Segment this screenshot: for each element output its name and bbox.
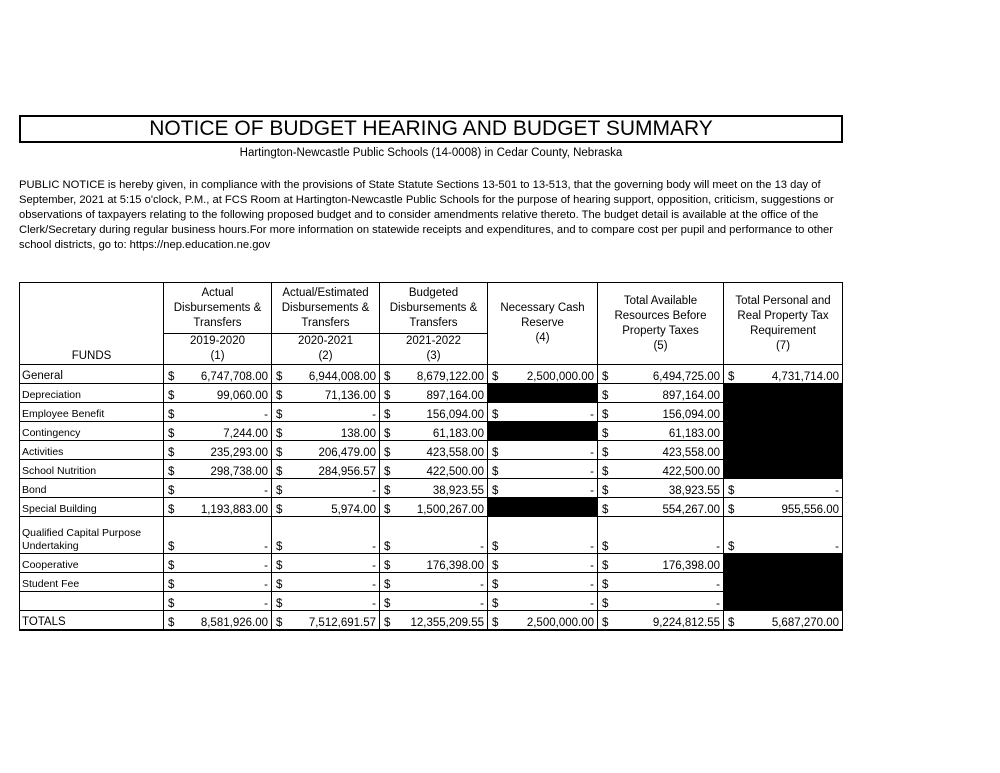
amount-cell <box>164 479 272 498</box>
amount-cell <box>272 573 380 592</box>
currency-sign: $ <box>602 617 609 629</box>
amount-cell <box>380 441 488 460</box>
currency-sign: $ <box>276 428 283 440</box>
currency-sign: $ <box>492 447 499 459</box>
amount-value: - <box>372 485 376 497</box>
col3-header: Budgeted Disbursements & Transfers <box>380 283 488 334</box>
currency-sign: $ <box>492 409 499 421</box>
amount-value: 176,398.00 <box>426 560 484 572</box>
public-notice-text: PUBLIC NOTICE is hereby given, in compliance with the provisions of State Statute Sections 13-501 to 13-513, that the governing body will meet on the 13 day of September, 2021 at 5:15 o'clock, P.M., at FCS Room at Hartington-Newcastle Public Schools for the purpose of hearing support, opposition, criticism, suggestions or observations of taxpayers relating to the following proposed budget and to consider amendments relative thereto. The budget detail is available at the office of the Clerk/Secretary during regular business hours.For more information on statewide receipts and expenditures, and to compare cost per pupil and performance to other school districts, go to: https://nep.education.ne.gov <box>19 179 834 251</box>
amount-value: 6,494,725.00 <box>652 371 720 383</box>
amount-cell <box>380 611 488 631</box>
currency-sign: $ <box>168 466 175 478</box>
currency-sign: $ <box>168 598 175 610</box>
amount-value: 1,193,883.00 <box>200 504 268 516</box>
amount-value: - <box>372 579 376 591</box>
amount-value: 955,556.00 <box>781 504 839 516</box>
currency-sign: $ <box>492 541 499 553</box>
amount-value: 61,183.00 <box>432 428 484 440</box>
amount-cell <box>380 554 488 573</box>
amount-value: 897,164.00 <box>662 390 720 402</box>
amount-value: - <box>716 579 720 591</box>
amount-cell <box>488 460 598 479</box>
amount-cell <box>164 460 272 479</box>
amount-value: - <box>716 541 720 553</box>
funds-header: FUNDS <box>71 350 112 362</box>
currency-sign: $ <box>384 447 391 459</box>
currency-sign: $ <box>276 466 283 478</box>
amount-cell <box>598 422 724 441</box>
amount-cell <box>272 611 380 631</box>
amount-cell <box>272 384 380 403</box>
currency-sign: $ <box>492 579 499 591</box>
amount-cell <box>598 403 724 422</box>
amount-cell <box>598 498 724 517</box>
amount-value: 8,679,122.00 <box>416 371 484 383</box>
amount-cell <box>164 403 272 422</box>
amount-value: - <box>590 541 594 553</box>
currency-sign: $ <box>492 371 499 383</box>
amount-cell <box>598 479 724 498</box>
amount-cell <box>272 422 380 441</box>
amount-value: - <box>835 485 839 497</box>
amount-value: 99,060.00 <box>216 390 268 402</box>
currency-sign: $ <box>384 579 391 591</box>
amount-value: - <box>372 541 376 553</box>
amount-cell <box>164 554 272 573</box>
fund-name: Bond <box>20 479 164 498</box>
col1-header: Actual Disbursements & Transfers <box>164 283 272 334</box>
amount-cell <box>488 554 598 573</box>
amount-value: 156,094.00 <box>426 409 484 421</box>
table-row <box>20 479 843 498</box>
currency-sign: $ <box>602 428 609 440</box>
amount-cell <box>724 365 843 384</box>
table-row <box>20 384 843 403</box>
amount-cell <box>488 365 598 384</box>
currency-sign: $ <box>384 371 391 383</box>
amount-value: - <box>590 560 594 572</box>
amount-value: - <box>372 409 376 421</box>
amount-cell <box>272 517 380 554</box>
currency-sign: $ <box>168 504 175 516</box>
blacked-out-cell <box>724 403 843 422</box>
fund-name: Activities <box>20 441 164 460</box>
amount-value: 423,558.00 <box>426 447 484 459</box>
amount-value: 422,500.00 <box>662 466 720 478</box>
currency-sign: $ <box>168 579 175 591</box>
amount-cell <box>380 384 488 403</box>
amount-cell <box>380 517 488 554</box>
col3-year: 2021-2022 (3) <box>380 334 488 365</box>
amount-cell <box>488 479 598 498</box>
fund-name: Student Fee <box>20 573 164 592</box>
fund-name: Employee Benefit <box>20 403 164 422</box>
currency-sign: $ <box>602 447 609 459</box>
currency-sign: $ <box>602 409 609 421</box>
amount-cell <box>164 592 272 611</box>
amount-cell <box>164 611 272 631</box>
amount-value: - <box>480 598 484 610</box>
amount-value: 38,923.55 <box>432 485 484 497</box>
currency-sign: $ <box>168 390 175 402</box>
table-row <box>20 403 843 422</box>
currency-sign: $ <box>276 447 283 459</box>
amount-cell <box>598 573 724 592</box>
amount-value: - <box>716 598 720 610</box>
currency-sign: $ <box>168 428 175 440</box>
amount-cell <box>724 517 843 554</box>
amount-cell <box>488 573 598 592</box>
currency-sign: $ <box>602 560 609 572</box>
amount-cell <box>380 498 488 517</box>
amount-cell <box>598 460 724 479</box>
currency-sign: $ <box>602 541 609 553</box>
currency-sign: $ <box>384 485 391 497</box>
amount-cell <box>598 365 724 384</box>
amount-cell <box>724 611 843 631</box>
currency-sign: $ <box>168 541 175 553</box>
currency-sign: $ <box>492 560 499 572</box>
currency-sign: $ <box>276 541 283 553</box>
currency-sign: $ <box>384 409 391 421</box>
currency-sign: $ <box>602 485 609 497</box>
currency-sign: $ <box>276 390 283 402</box>
col5-header: Total Available Resources Before Property Taxes (5) <box>598 283 724 365</box>
currency-sign: $ <box>492 485 499 497</box>
currency-sign: $ <box>492 598 499 610</box>
currency-sign: $ <box>276 371 283 383</box>
fund-name: Qualified Capital Purpose Undertaking <box>20 517 164 554</box>
amount-value: - <box>590 466 594 478</box>
amount-cell <box>488 592 598 611</box>
amount-value: 6,944,008.00 <box>308 371 376 383</box>
totals-row <box>20 611 843 631</box>
amount-value: 897,164.00 <box>426 390 484 402</box>
amount-cell <box>380 422 488 441</box>
currency-sign: $ <box>602 598 609 610</box>
blacked-out-cell <box>724 384 843 403</box>
amount-value: 554,267.00 <box>662 504 720 516</box>
amount-value: 298,738.00 <box>210 466 268 478</box>
amount-value: - <box>590 447 594 459</box>
amount-cell <box>164 498 272 517</box>
currency-sign: $ <box>728 371 735 383</box>
budget-summary-table <box>19 282 843 631</box>
amount-value: - <box>835 541 839 553</box>
amount-value: - <box>372 560 376 572</box>
currency-sign: $ <box>602 504 609 516</box>
amount-value: - <box>480 579 484 591</box>
amount-cell <box>380 403 488 422</box>
amount-cell <box>164 441 272 460</box>
amount-value: - <box>264 541 268 553</box>
amount-cell <box>272 479 380 498</box>
district-subtitle: Hartington-Newcastle Public Schools (14-0008) in Cedar County, Nebraska <box>239 147 623 159</box>
page-title: NOTICE OF BUDGET HEARING AND BUDGET SUMMARY <box>19 115 843 143</box>
table-row <box>20 498 843 517</box>
amount-cell <box>724 498 843 517</box>
fund-name: Special Building <box>20 498 164 517</box>
amount-value: - <box>264 579 268 591</box>
blacked-out-cell <box>488 384 598 403</box>
currency-sign: $ <box>384 504 391 516</box>
amount-cell <box>164 422 272 441</box>
amount-cell <box>272 498 380 517</box>
amount-value: 7,512,691.57 <box>308 617 376 629</box>
currency-sign: $ <box>602 579 609 591</box>
currency-sign: $ <box>384 541 391 553</box>
amount-cell <box>598 517 724 554</box>
amount-value: 5,974.00 <box>331 504 376 516</box>
table-row <box>20 573 843 592</box>
amount-value: 4,731,714.00 <box>771 371 839 383</box>
currency-sign: $ <box>276 598 283 610</box>
amount-cell <box>380 460 488 479</box>
amount-value: 61,183.00 <box>668 428 720 440</box>
currency-sign: $ <box>384 598 391 610</box>
table-row <box>20 554 843 573</box>
amount-value: 2,500,000.00 <box>526 617 594 629</box>
currency-sign: $ <box>384 617 391 629</box>
blacked-out-cell <box>488 498 598 517</box>
amount-value: 9,224,812.55 <box>652 617 720 629</box>
blacked-out-cell <box>488 422 598 441</box>
fund-name: School Nutrition <box>20 460 164 479</box>
currency-sign: $ <box>168 447 175 459</box>
blacked-out-cell <box>724 441 843 460</box>
amount-value: 156,094.00 <box>662 409 720 421</box>
amount-value: 2,500,000.00 <box>526 371 594 383</box>
table-row <box>20 365 843 384</box>
amount-value: - <box>590 598 594 610</box>
amount-value: - <box>264 598 268 610</box>
amount-cell <box>598 384 724 403</box>
amount-cell <box>272 441 380 460</box>
amount-cell <box>598 611 724 631</box>
amount-value: 206,479.00 <box>318 447 376 459</box>
amount-value: 235,293.00 <box>210 447 268 459</box>
currency-sign: $ <box>728 504 735 516</box>
currency-sign: $ <box>276 409 283 421</box>
currency-sign: $ <box>168 371 175 383</box>
amount-value: 176,398.00 <box>662 560 720 572</box>
amount-value: - <box>590 579 594 591</box>
amount-value: 71,136.00 <box>324 390 376 402</box>
amount-cell <box>598 554 724 573</box>
amount-cell <box>164 517 272 554</box>
col4-header: Necessary Cash Reserve (4) <box>488 283 598 365</box>
amount-value: 422,500.00 <box>426 466 484 478</box>
amount-cell <box>272 592 380 611</box>
amount-cell <box>164 573 272 592</box>
currency-sign: $ <box>492 617 499 629</box>
table-row <box>20 517 843 554</box>
funds-header-cell <box>20 283 164 365</box>
currency-sign: $ <box>728 617 735 629</box>
currency-sign: $ <box>168 485 175 497</box>
amount-value: - <box>590 409 594 421</box>
amount-cell <box>164 384 272 403</box>
amount-cell <box>488 517 598 554</box>
currency-sign: $ <box>276 617 283 629</box>
amount-cell <box>488 403 598 422</box>
col7-header: Total Personal and Real Property Tax Requirement (7) <box>724 283 843 365</box>
amount-cell <box>272 403 380 422</box>
amount-cell <box>380 365 488 384</box>
fund-name: TOTALS <box>20 611 164 631</box>
currency-sign: $ <box>602 371 609 383</box>
currency-sign: $ <box>384 428 391 440</box>
amount-cell <box>598 441 724 460</box>
amount-cell <box>164 365 272 384</box>
blacked-out-cell <box>724 573 843 592</box>
amount-cell <box>272 460 380 479</box>
col2-year: 2020-2021 (2) <box>272 334 380 365</box>
col1-year: 2019-2020 (1) <box>164 334 272 365</box>
amount-value: 6,747,708.00 <box>200 371 268 383</box>
fund-name: Contingency <box>20 422 164 441</box>
amount-cell <box>272 365 380 384</box>
amount-cell <box>598 592 724 611</box>
currency-sign: $ <box>276 504 283 516</box>
currency-sign: $ <box>492 466 499 478</box>
amount-value: 1,500,267.00 <box>416 504 484 516</box>
amount-value: - <box>264 409 268 421</box>
currency-sign: $ <box>276 560 283 572</box>
blacked-out-cell <box>724 460 843 479</box>
amount-value: - <box>264 485 268 497</box>
amount-value: 38,923.55 <box>668 485 720 497</box>
amount-value: 5,687,270.00 <box>771 617 839 629</box>
budget-rows <box>20 365 843 631</box>
fund-name <box>20 592 164 611</box>
amount-cell <box>724 479 843 498</box>
amount-cell <box>380 573 488 592</box>
amount-cell <box>380 479 488 498</box>
amount-value: 12,355,209.55 <box>410 617 484 629</box>
amount-cell <box>488 441 598 460</box>
amount-cell <box>488 611 598 631</box>
amount-value: 7,244.00 <box>223 428 268 440</box>
fund-name: Depreciation <box>20 384 164 403</box>
blacked-out-cell <box>724 554 843 573</box>
currency-sign: $ <box>728 541 735 553</box>
amount-value: 423,558.00 <box>662 447 720 459</box>
amount-value: - <box>372 598 376 610</box>
amount-value: 8,581,926.00 <box>200 617 268 629</box>
table-row <box>20 460 843 479</box>
currency-sign: $ <box>168 409 175 421</box>
currency-sign: $ <box>602 390 609 402</box>
col2-header: Actual/Estimated Disbursements & Transfers <box>272 283 380 334</box>
table-row <box>20 441 843 460</box>
table-row <box>20 422 843 441</box>
amount-cell <box>272 554 380 573</box>
blacked-out-cell <box>724 592 843 611</box>
currency-sign: $ <box>728 485 735 497</box>
currency-sign: $ <box>168 617 175 629</box>
currency-sign: $ <box>384 466 391 478</box>
amount-value: 138.00 <box>340 428 376 440</box>
currency-sign: $ <box>276 579 283 591</box>
fund-name: Cooperative <box>20 554 164 573</box>
fund-name: General <box>20 365 164 384</box>
amount-value: 284,956.57 <box>318 466 376 478</box>
table-row <box>20 592 843 611</box>
blacked-out-cell <box>724 422 843 441</box>
amount-value: - <box>480 541 484 553</box>
currency-sign: $ <box>384 560 391 572</box>
currency-sign: $ <box>602 466 609 478</box>
currency-sign: $ <box>384 390 391 402</box>
currency-sign: $ <box>276 485 283 497</box>
amount-value: - <box>264 560 268 572</box>
amount-cell <box>380 592 488 611</box>
amount-value: - <box>590 485 594 497</box>
currency-sign: $ <box>168 560 175 572</box>
